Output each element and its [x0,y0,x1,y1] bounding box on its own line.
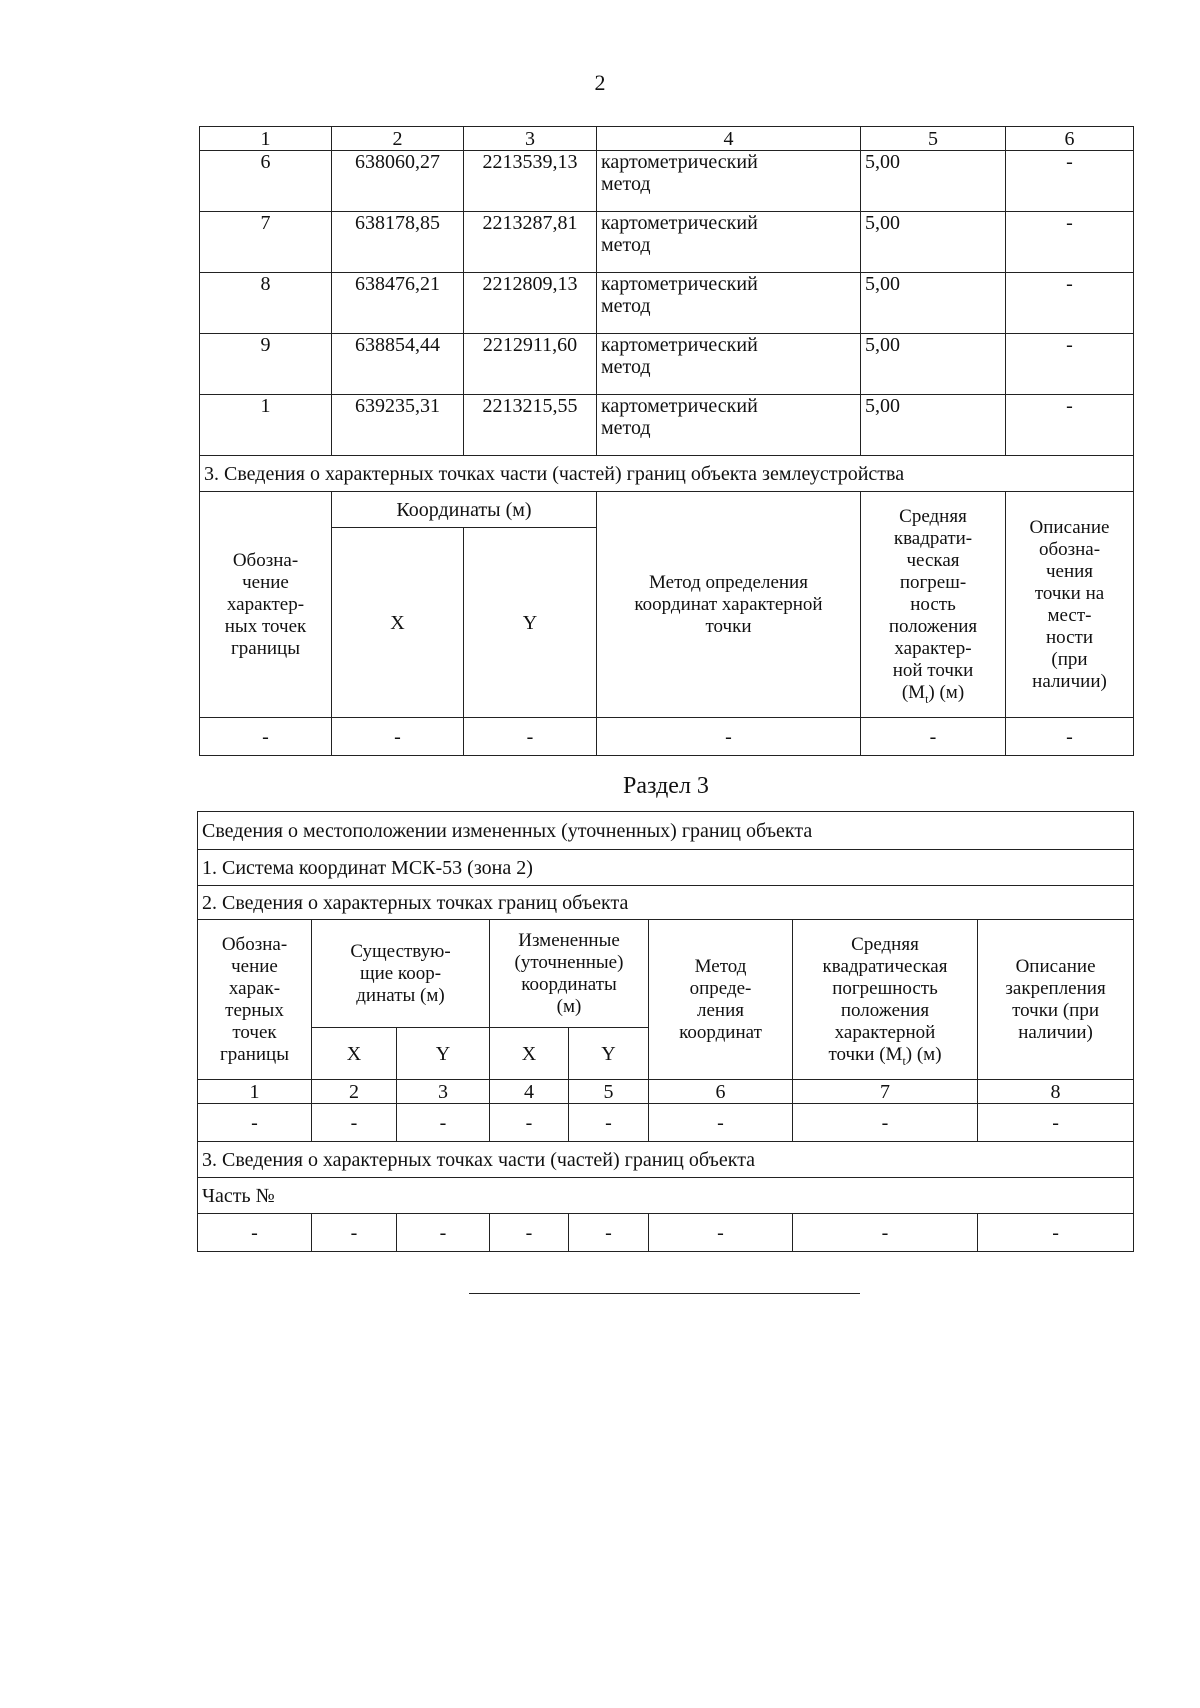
description-value: - [1006,395,1134,456]
coordinate-system: 1. Система координат МСК-53 (зона 2) [198,850,1134,886]
coordinates-header: Координаты (м) [332,492,597,528]
empty-cell: - [569,1214,649,1252]
empty-cell: - [397,1214,490,1252]
header-row [198,920,1134,1028]
method-line: картометрический [601,151,758,173]
point-number: 6 [200,151,332,212]
method-cell [597,334,861,395]
column-number: 5 [861,127,1006,151]
accuracy-header-unit: ) (м) [905,1043,942,1065]
method-line: метод [601,417,651,439]
parts-heading-row [198,1142,1134,1178]
column-number: 8 [978,1080,1134,1104]
empty-cell: - [649,1214,793,1252]
y-header: Y [464,528,597,718]
empty-cell: - [312,1104,397,1142]
part-label-row [198,1178,1134,1214]
section-title: Раздел 3 [623,773,709,799]
boundary-points-table [199,126,1134,756]
column-number-row [198,1080,1134,1104]
description-value: - [1006,273,1134,334]
table-row [200,395,1134,456]
page-number: 2 [594,70,606,95]
description-value: - [1006,151,1134,212]
changed-boundaries-table [197,811,1134,1252]
empty-cell: - [597,718,861,756]
description-header: Описание обозна- чения точки на мест- ности (при наличии) [1006,492,1134,718]
x-header: X [312,1028,397,1080]
table-row [198,1104,1134,1142]
part-label: Часть № [198,1178,1134,1214]
empty-cell: - [312,1214,397,1252]
method-line: метод [601,356,651,378]
method-header: Метод опреде- ления координат [649,920,793,1080]
empty-cell: - [978,1214,1134,1252]
column-number: 6 [1006,127,1134,151]
column-number: 7 [793,1080,978,1104]
title-row [198,812,1134,850]
description-value: - [1006,334,1134,395]
accuracy-header-text: Средняя квадрати- ческая погреш- ность положения характер- ной точки (M [888,505,978,703]
points-heading: 2. Сведения о характерных точках границ объекта [198,886,1134,920]
method-line: картометрический [601,395,758,417]
table-title: Сведения о местоположении измененных (уточненных) границ объекта [198,812,1134,850]
description-value: - [1006,212,1134,273]
empty-cell: - [793,1104,978,1142]
point-number: 9 [200,334,332,395]
method-cell [597,151,861,212]
y-header: Y [569,1028,649,1080]
table-row [200,151,1134,212]
y-coordinate: 2212911,60 [464,334,597,395]
method-line: метод [601,295,651,317]
column-number-row [200,127,1134,151]
accuracy-header-subscript: t [925,691,929,706]
empty-cell: - [861,718,1006,756]
x-header: X [332,528,464,718]
column-number: 2 [312,1080,397,1104]
accuracy-value: 5,00 [861,334,1006,395]
column-number: 2 [332,127,464,151]
table-row [200,334,1134,395]
accuracy-value: 5,00 [861,151,1006,212]
accuracy-header-unit: ) (м) [928,681,965,703]
method-line: картометрический [601,334,758,356]
method-cell [597,212,861,273]
empty-cell: - [198,1214,312,1252]
empty-cell: - [490,1214,569,1252]
accuracy-value: 5,00 [861,395,1006,456]
method-line: метод [601,173,651,195]
method-line: метод [601,234,651,256]
column-number: 3 [397,1080,490,1104]
empty-cell: - [978,1104,1134,1142]
empty-cell: - [793,1214,978,1252]
x-coordinate: 638854,44 [332,334,464,395]
column-number: 4 [597,127,861,151]
points-heading-row [198,886,1134,920]
empty-cell: - [1006,718,1134,756]
column-number: 5 [569,1080,649,1104]
x-coordinate: 639235,31 [332,395,464,456]
accuracy-header-subscript: t [902,1053,906,1068]
method-header: Метод определения координат характерной точки [597,492,861,718]
empty-cell: - [464,718,597,756]
y-header: Y [397,1028,490,1080]
part-heading: 3. Сведения о характерных точках части (частей) границ объекта землеустройства [200,456,1134,492]
empty-cell: - [397,1104,490,1142]
method-line: картометрический [601,212,758,234]
column-number: 1 [200,127,332,151]
part-heading-row [200,456,1134,492]
y-coordinate: 2213539,13 [464,151,597,212]
existing-coordinates-header: Существую- щие коор- динаты (м) [312,920,490,1028]
fixing-description-header: Описание закрепления точки (при наличии) [978,920,1134,1080]
column-number: 1 [198,1080,312,1104]
header-row [200,492,1134,528]
accuracy-value: 5,00 [861,273,1006,334]
designation-header: Обозна- чение характер- ных точек границы [200,492,332,718]
x-header: X [490,1028,569,1080]
designation-header: Обозна- чение харак- терных точек границы [198,920,312,1080]
column-number: 3 [464,127,597,151]
y-coordinate: 2213215,55 [464,395,597,456]
empty-cell: - [198,1104,312,1142]
accuracy-header [861,492,1006,718]
method-line: картометрический [601,273,758,295]
point-number: 8 [200,273,332,334]
table-row [198,1214,1134,1252]
empty-cell: - [332,718,464,756]
point-number: 7 [200,212,332,273]
x-coordinate: 638476,21 [332,273,464,334]
empty-cell: - [649,1104,793,1142]
method-cell [597,395,861,456]
x-coordinate: 638060,27 [332,151,464,212]
table-row [200,212,1134,273]
method-cell [597,273,861,334]
accuracy-value: 5,00 [861,212,1006,273]
changed-coordinates-header: Измененные (уточненные) координаты (м) [490,920,649,1028]
column-number: 4 [490,1080,569,1104]
table-row [200,273,1134,334]
parts-heading: 3. Сведения о характерных точках части (частей) границ объекта [198,1142,1134,1178]
y-coordinate: 2212809,13 [464,273,597,334]
accuracy-header [793,920,978,1080]
coordinate-system-row [198,850,1134,886]
accuracy-header-text: Средняя квадратическая погрешность положения характерной точки (M [822,933,948,1065]
table-row [200,718,1134,756]
empty-cell: - [569,1104,649,1142]
empty-cell: - [490,1104,569,1142]
empty-cell: - [200,718,332,756]
point-number: 1 [200,395,332,456]
x-coordinate: 638178,85 [332,212,464,273]
y-coordinate: 2213287,81 [464,212,597,273]
bottom-divider [469,1293,860,1294]
column-number: 6 [649,1080,793,1104]
